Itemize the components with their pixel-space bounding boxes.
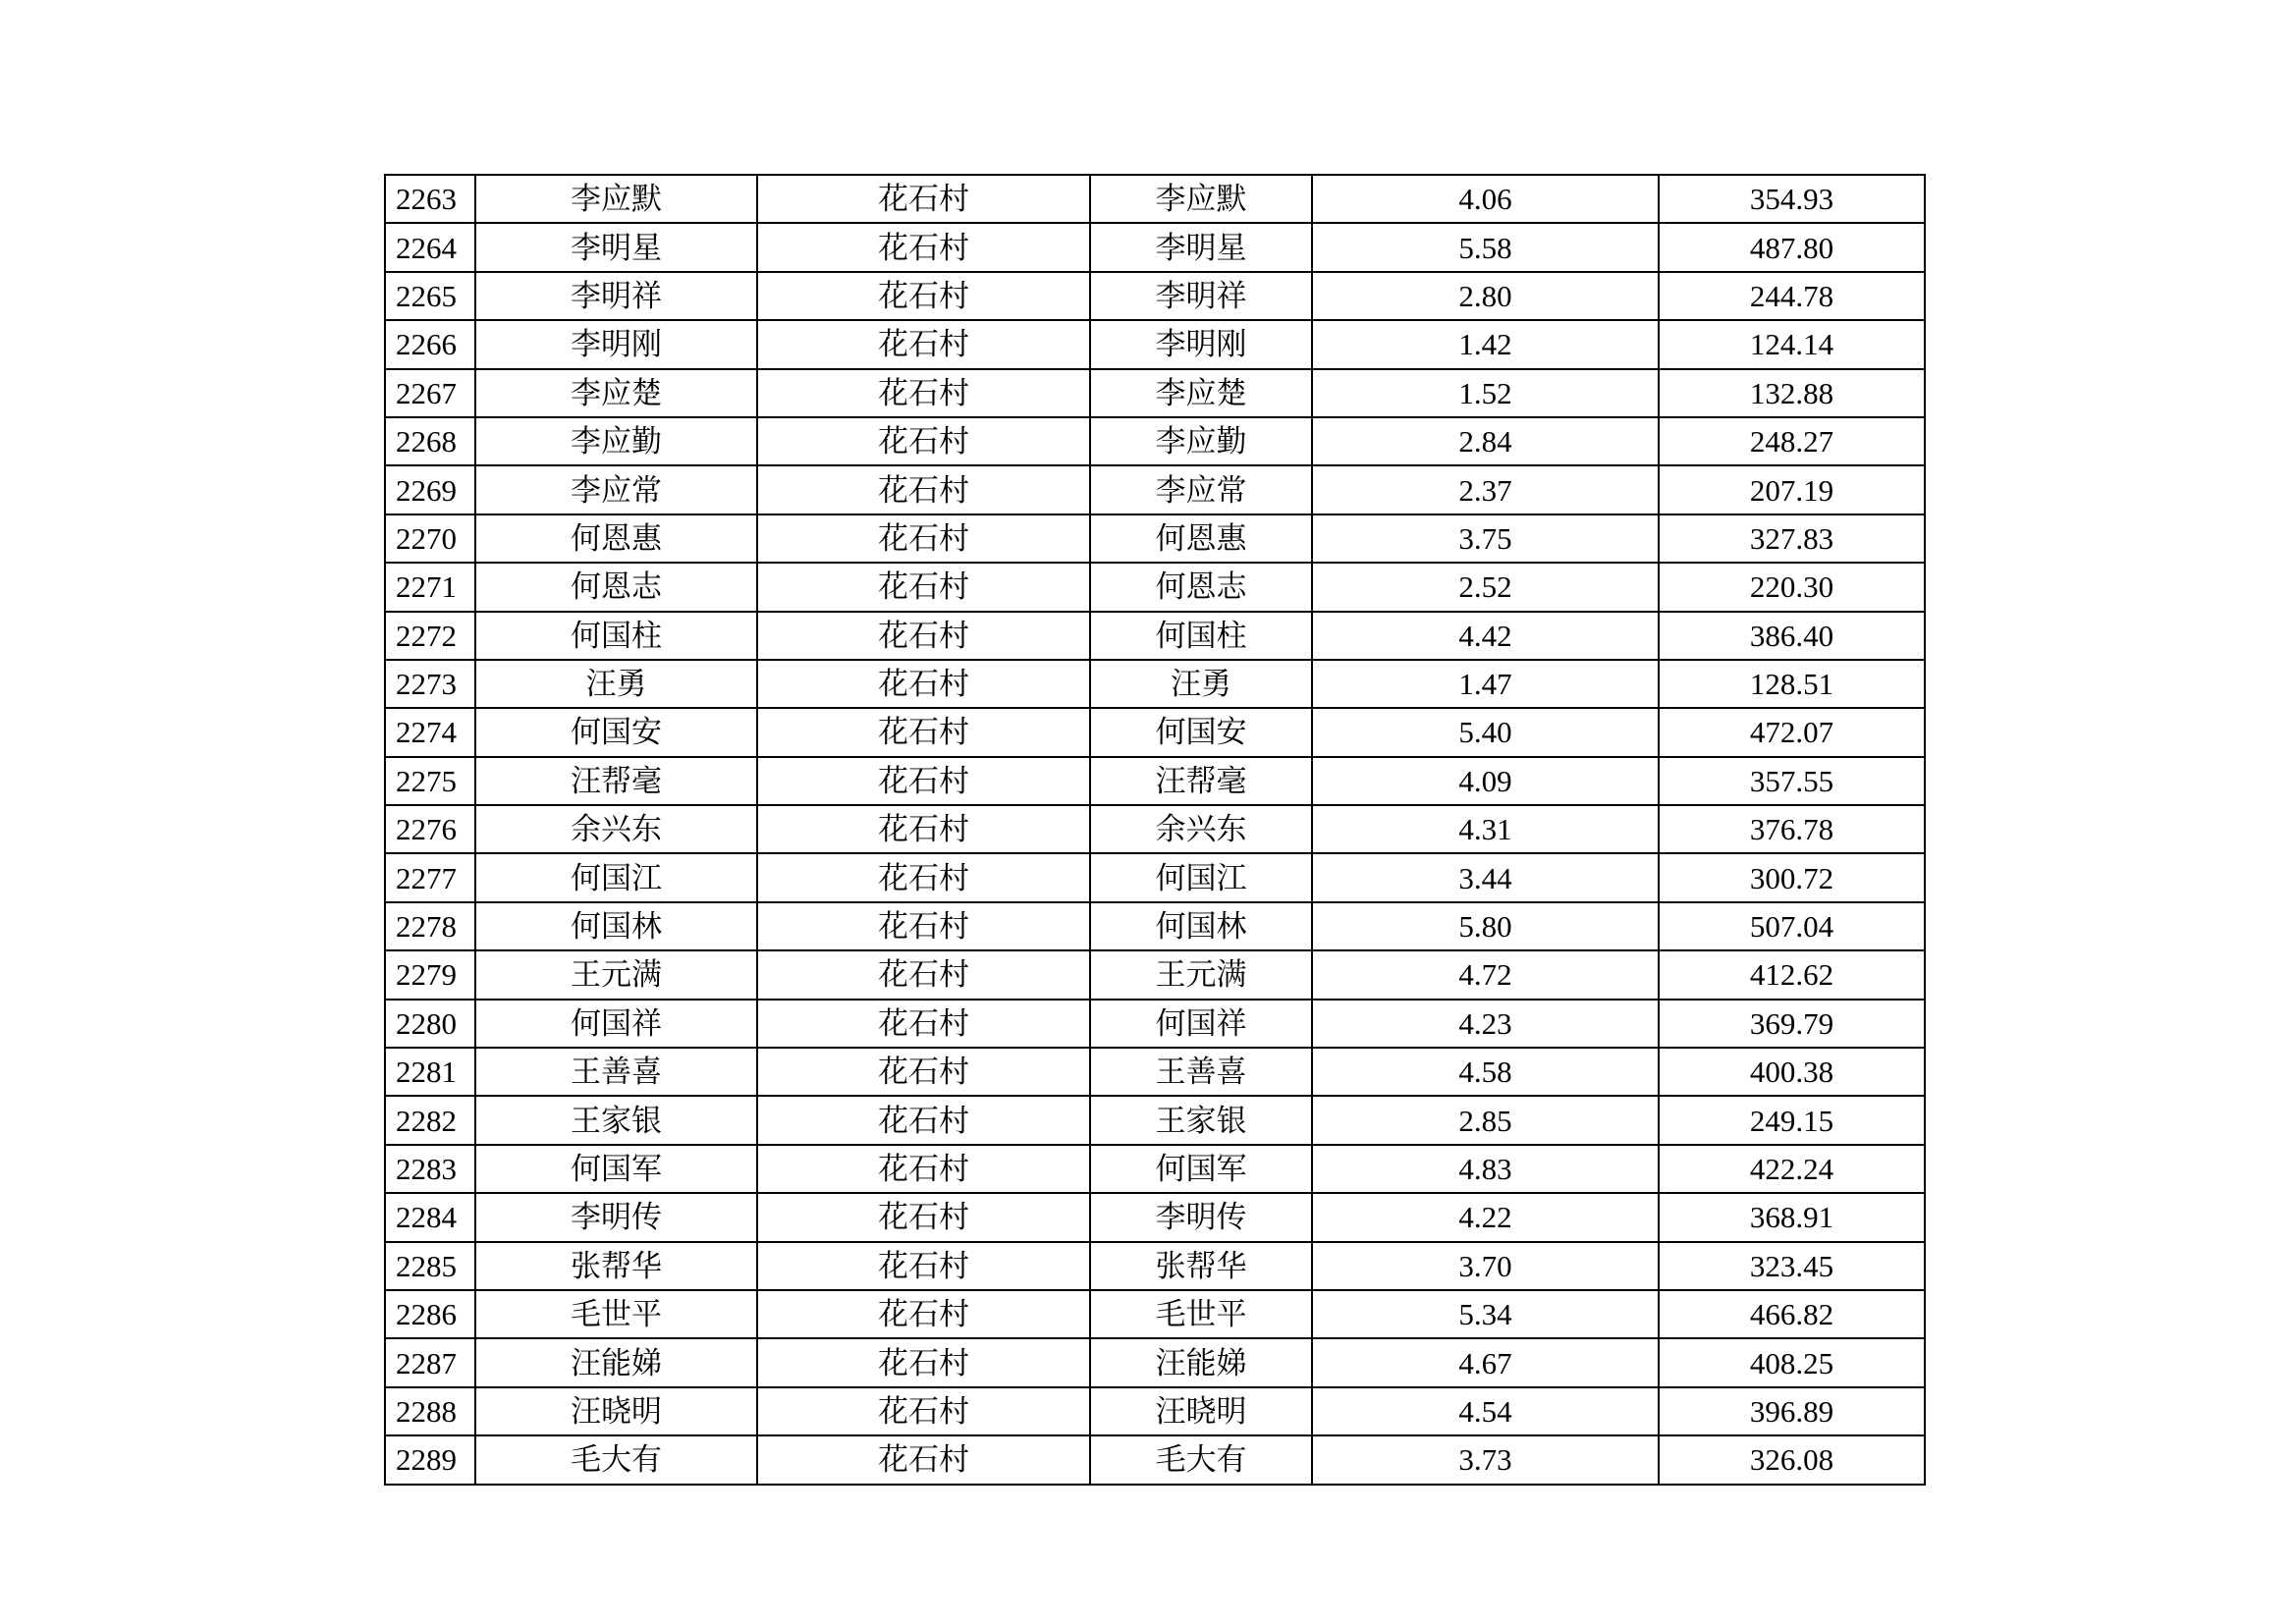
holder-cell: 余兴东 <box>1090 805 1312 853</box>
name-cell: 王善喜 <box>475 1048 757 1096</box>
name-cell: 何国祥 <box>475 1000 757 1048</box>
amount-cell: 244.78 <box>1659 272 1925 320</box>
name-cell: 汪帮毫 <box>475 757 757 805</box>
name-cell: 王家银 <box>475 1096 757 1144</box>
holder-cell: 何国林 <box>1090 902 1312 950</box>
area-cell: 5.40 <box>1312 708 1659 756</box>
area-cell: 2.84 <box>1312 417 1659 465</box>
table-row <box>385 1290 1925 1338</box>
amount-cell: 323.45 <box>1659 1242 1925 1290</box>
data-table <box>384 174 1926 1486</box>
name-cell: 李明传 <box>475 1193 757 1241</box>
village-cell: 花石村 <box>757 1000 1090 1048</box>
village-cell: 花石村 <box>757 853 1090 901</box>
row-number-cell: 2282 <box>385 1096 475 1144</box>
name-cell: 毛世平 <box>475 1290 757 1338</box>
village-cell: 花石村 <box>757 708 1090 756</box>
row-number-cell: 2275 <box>385 757 475 805</box>
table-row <box>385 369 1925 417</box>
table-row <box>385 612 1925 660</box>
table-row <box>385 514 1925 563</box>
area-cell: 4.72 <box>1312 950 1659 999</box>
name-cell: 汪勇 <box>475 660 757 708</box>
row-number-cell: 2278 <box>385 902 475 950</box>
amount-cell: 472.07 <box>1659 708 1925 756</box>
holder-cell: 何国祥 <box>1090 1000 1312 1048</box>
name-cell: 李应勤 <box>475 417 757 465</box>
row-number-cell: 2263 <box>385 175 475 223</box>
amount-cell: 207.19 <box>1659 465 1925 514</box>
area-cell: 2.37 <box>1312 465 1659 514</box>
amount-cell: 422.24 <box>1659 1145 1925 1193</box>
area-cell: 4.54 <box>1312 1387 1659 1435</box>
village-cell: 花石村 <box>757 1193 1090 1241</box>
area-cell: 1.42 <box>1312 320 1659 368</box>
table-body <box>385 175 1925 1485</box>
area-cell: 5.58 <box>1312 223 1659 271</box>
area-cell: 4.09 <box>1312 757 1659 805</box>
row-number-cell: 2280 <box>385 1000 475 1048</box>
village-cell: 花石村 <box>757 1096 1090 1144</box>
name-cell: 李明祥 <box>475 272 757 320</box>
name-cell: 毛大有 <box>475 1435 757 1484</box>
village-cell: 花石村 <box>757 465 1090 514</box>
area-cell: 5.80 <box>1312 902 1659 950</box>
row-number-cell: 2270 <box>385 514 475 563</box>
amount-cell: 132.88 <box>1659 369 1925 417</box>
table-row <box>385 708 1925 756</box>
area-cell: 4.67 <box>1312 1338 1659 1386</box>
village-cell: 花石村 <box>757 369 1090 417</box>
name-cell: 李明刚 <box>475 320 757 368</box>
table-row <box>385 417 1925 465</box>
area-cell: 3.70 <box>1312 1242 1659 1290</box>
amount-cell: 249.15 <box>1659 1096 1925 1144</box>
village-cell: 花石村 <box>757 1242 1090 1290</box>
row-number-cell: 2269 <box>385 465 475 514</box>
table-row <box>385 272 1925 320</box>
area-cell: 3.73 <box>1312 1435 1659 1484</box>
holder-cell: 李应勤 <box>1090 417 1312 465</box>
row-number-cell: 2287 <box>385 1338 475 1386</box>
table-row <box>385 1000 1925 1048</box>
holder-cell: 汪晓明 <box>1090 1387 1312 1435</box>
name-cell: 何国军 <box>475 1145 757 1193</box>
holder-cell: 王善喜 <box>1090 1048 1312 1096</box>
village-cell: 花石村 <box>757 660 1090 708</box>
row-number-cell: 2286 <box>385 1290 475 1338</box>
amount-cell: 412.62 <box>1659 950 1925 999</box>
holder-cell: 何恩惠 <box>1090 514 1312 563</box>
table-row <box>385 223 1925 271</box>
row-number-cell: 2276 <box>385 805 475 853</box>
table-row <box>385 1096 1925 1144</box>
table-row <box>385 1435 1925 1484</box>
table-row <box>385 805 1925 853</box>
table-row <box>385 1338 1925 1386</box>
amount-cell: 327.83 <box>1659 514 1925 563</box>
name-cell: 李应默 <box>475 175 757 223</box>
holder-cell: 何国江 <box>1090 853 1312 901</box>
village-cell: 花石村 <box>757 514 1090 563</box>
village-cell: 花石村 <box>757 272 1090 320</box>
village-cell: 花石村 <box>757 1435 1090 1484</box>
amount-cell: 487.80 <box>1659 223 1925 271</box>
name-cell: 汪能娣 <box>475 1338 757 1386</box>
table-row <box>385 660 1925 708</box>
amount-cell: 368.91 <box>1659 1193 1925 1241</box>
area-cell: 4.83 <box>1312 1145 1659 1193</box>
amount-cell: 376.78 <box>1659 805 1925 853</box>
name-cell: 李明星 <box>475 223 757 271</box>
table-row <box>385 1048 1925 1096</box>
holder-cell: 毛世平 <box>1090 1290 1312 1338</box>
table-row <box>385 1193 1925 1241</box>
name-cell: 李应常 <box>475 465 757 514</box>
amount-cell: 386.40 <box>1659 612 1925 660</box>
holder-cell: 汪勇 <box>1090 660 1312 708</box>
row-number-cell: 2272 <box>385 612 475 660</box>
village-cell: 花石村 <box>757 417 1090 465</box>
table-row <box>385 902 1925 950</box>
holder-cell: 何国军 <box>1090 1145 1312 1193</box>
village-cell: 花石村 <box>757 175 1090 223</box>
holder-cell: 何恩志 <box>1090 563 1312 611</box>
holder-cell: 王家银 <box>1090 1096 1312 1144</box>
area-cell: 5.34 <box>1312 1290 1659 1338</box>
name-cell: 何国林 <box>475 902 757 950</box>
amount-cell: 354.93 <box>1659 175 1925 223</box>
village-cell: 花石村 <box>757 1048 1090 1096</box>
amount-cell: 326.08 <box>1659 1435 1925 1484</box>
amount-cell: 128.51 <box>1659 660 1925 708</box>
row-number-cell: 2268 <box>385 417 475 465</box>
area-cell: 2.85 <box>1312 1096 1659 1144</box>
amount-cell: 400.38 <box>1659 1048 1925 1096</box>
amount-cell: 357.55 <box>1659 757 1925 805</box>
holder-cell: 李明祥 <box>1090 272 1312 320</box>
village-cell: 花石村 <box>757 1290 1090 1338</box>
village-cell: 花石村 <box>757 320 1090 368</box>
amount-cell: 300.72 <box>1659 853 1925 901</box>
village-cell: 花石村 <box>757 902 1090 950</box>
table-row <box>385 465 1925 514</box>
row-number-cell: 2264 <box>385 223 475 271</box>
amount-cell: 220.30 <box>1659 563 1925 611</box>
amount-cell: 248.27 <box>1659 417 1925 465</box>
table-row <box>385 563 1925 611</box>
name-cell: 何国安 <box>475 708 757 756</box>
name-cell: 何国江 <box>475 853 757 901</box>
area-cell: 4.31 <box>1312 805 1659 853</box>
name-cell: 张帮华 <box>475 1242 757 1290</box>
area-cell: 2.52 <box>1312 563 1659 611</box>
holder-cell: 汪能娣 <box>1090 1338 1312 1386</box>
holder-cell: 何国柱 <box>1090 612 1312 660</box>
holder-cell: 王元满 <box>1090 950 1312 999</box>
table-row <box>385 320 1925 368</box>
row-number-cell: 2265 <box>385 272 475 320</box>
row-number-cell: 2277 <box>385 853 475 901</box>
village-cell: 花石村 <box>757 950 1090 999</box>
holder-cell: 汪帮毫 <box>1090 757 1312 805</box>
row-number-cell: 2281 <box>385 1048 475 1096</box>
holder-cell: 李明传 <box>1090 1193 1312 1241</box>
village-cell: 花石村 <box>757 757 1090 805</box>
name-cell: 汪晓明 <box>475 1387 757 1435</box>
area-cell: 3.44 <box>1312 853 1659 901</box>
holder-cell: 张帮华 <box>1090 1242 1312 1290</box>
holder-cell: 李应楚 <box>1090 369 1312 417</box>
row-number-cell: 2271 <box>385 563 475 611</box>
amount-cell: 408.25 <box>1659 1338 1925 1386</box>
table-row <box>385 1387 1925 1435</box>
holder-cell: 毛大有 <box>1090 1435 1312 1484</box>
name-cell: 何恩志 <box>475 563 757 611</box>
area-cell: 4.22 <box>1312 1193 1659 1241</box>
row-number-cell: 2288 <box>385 1387 475 1435</box>
amount-cell: 507.04 <box>1659 902 1925 950</box>
village-cell: 花石村 <box>757 1387 1090 1435</box>
row-number-cell: 2283 <box>385 1145 475 1193</box>
holder-cell: 李应默 <box>1090 175 1312 223</box>
row-number-cell: 2274 <box>385 708 475 756</box>
village-cell: 花石村 <box>757 563 1090 611</box>
area-cell: 4.58 <box>1312 1048 1659 1096</box>
name-cell: 何国柱 <box>475 612 757 660</box>
row-number-cell: 2273 <box>385 660 475 708</box>
name-cell: 何恩惠 <box>475 514 757 563</box>
village-cell: 花石村 <box>757 223 1090 271</box>
row-number-cell: 2285 <box>385 1242 475 1290</box>
area-cell: 4.23 <box>1312 1000 1659 1048</box>
name-cell: 王元满 <box>475 950 757 999</box>
area-cell: 1.47 <box>1312 660 1659 708</box>
table-row <box>385 175 1925 223</box>
area-cell: 1.52 <box>1312 369 1659 417</box>
name-cell: 余兴东 <box>475 805 757 853</box>
holder-cell: 李明刚 <box>1090 320 1312 368</box>
village-cell: 花石村 <box>757 612 1090 660</box>
table-row <box>385 853 1925 901</box>
area-cell: 3.75 <box>1312 514 1659 563</box>
row-number-cell: 2266 <box>385 320 475 368</box>
row-number-cell: 2279 <box>385 950 475 999</box>
holder-cell: 李明星 <box>1090 223 1312 271</box>
amount-cell: 124.14 <box>1659 320 1925 368</box>
row-number-cell: 2267 <box>385 369 475 417</box>
area-cell: 4.06 <box>1312 175 1659 223</box>
amount-cell: 396.89 <box>1659 1387 1925 1435</box>
table-row <box>385 950 1925 999</box>
village-cell: 花石村 <box>757 805 1090 853</box>
area-cell: 2.80 <box>1312 272 1659 320</box>
village-cell: 花石村 <box>757 1338 1090 1386</box>
row-number-cell: 2289 <box>385 1435 475 1484</box>
table-row <box>385 1242 1925 1290</box>
row-number-cell: 2284 <box>385 1193 475 1241</box>
name-cell: 李应楚 <box>475 369 757 417</box>
holder-cell: 李应常 <box>1090 465 1312 514</box>
amount-cell: 466.82 <box>1659 1290 1925 1338</box>
village-cell: 花石村 <box>757 1145 1090 1193</box>
holder-cell: 何国安 <box>1090 708 1312 756</box>
table-row <box>385 757 1925 805</box>
amount-cell: 369.79 <box>1659 1000 1925 1048</box>
table-row <box>385 1145 1925 1193</box>
area-cell: 4.42 <box>1312 612 1659 660</box>
